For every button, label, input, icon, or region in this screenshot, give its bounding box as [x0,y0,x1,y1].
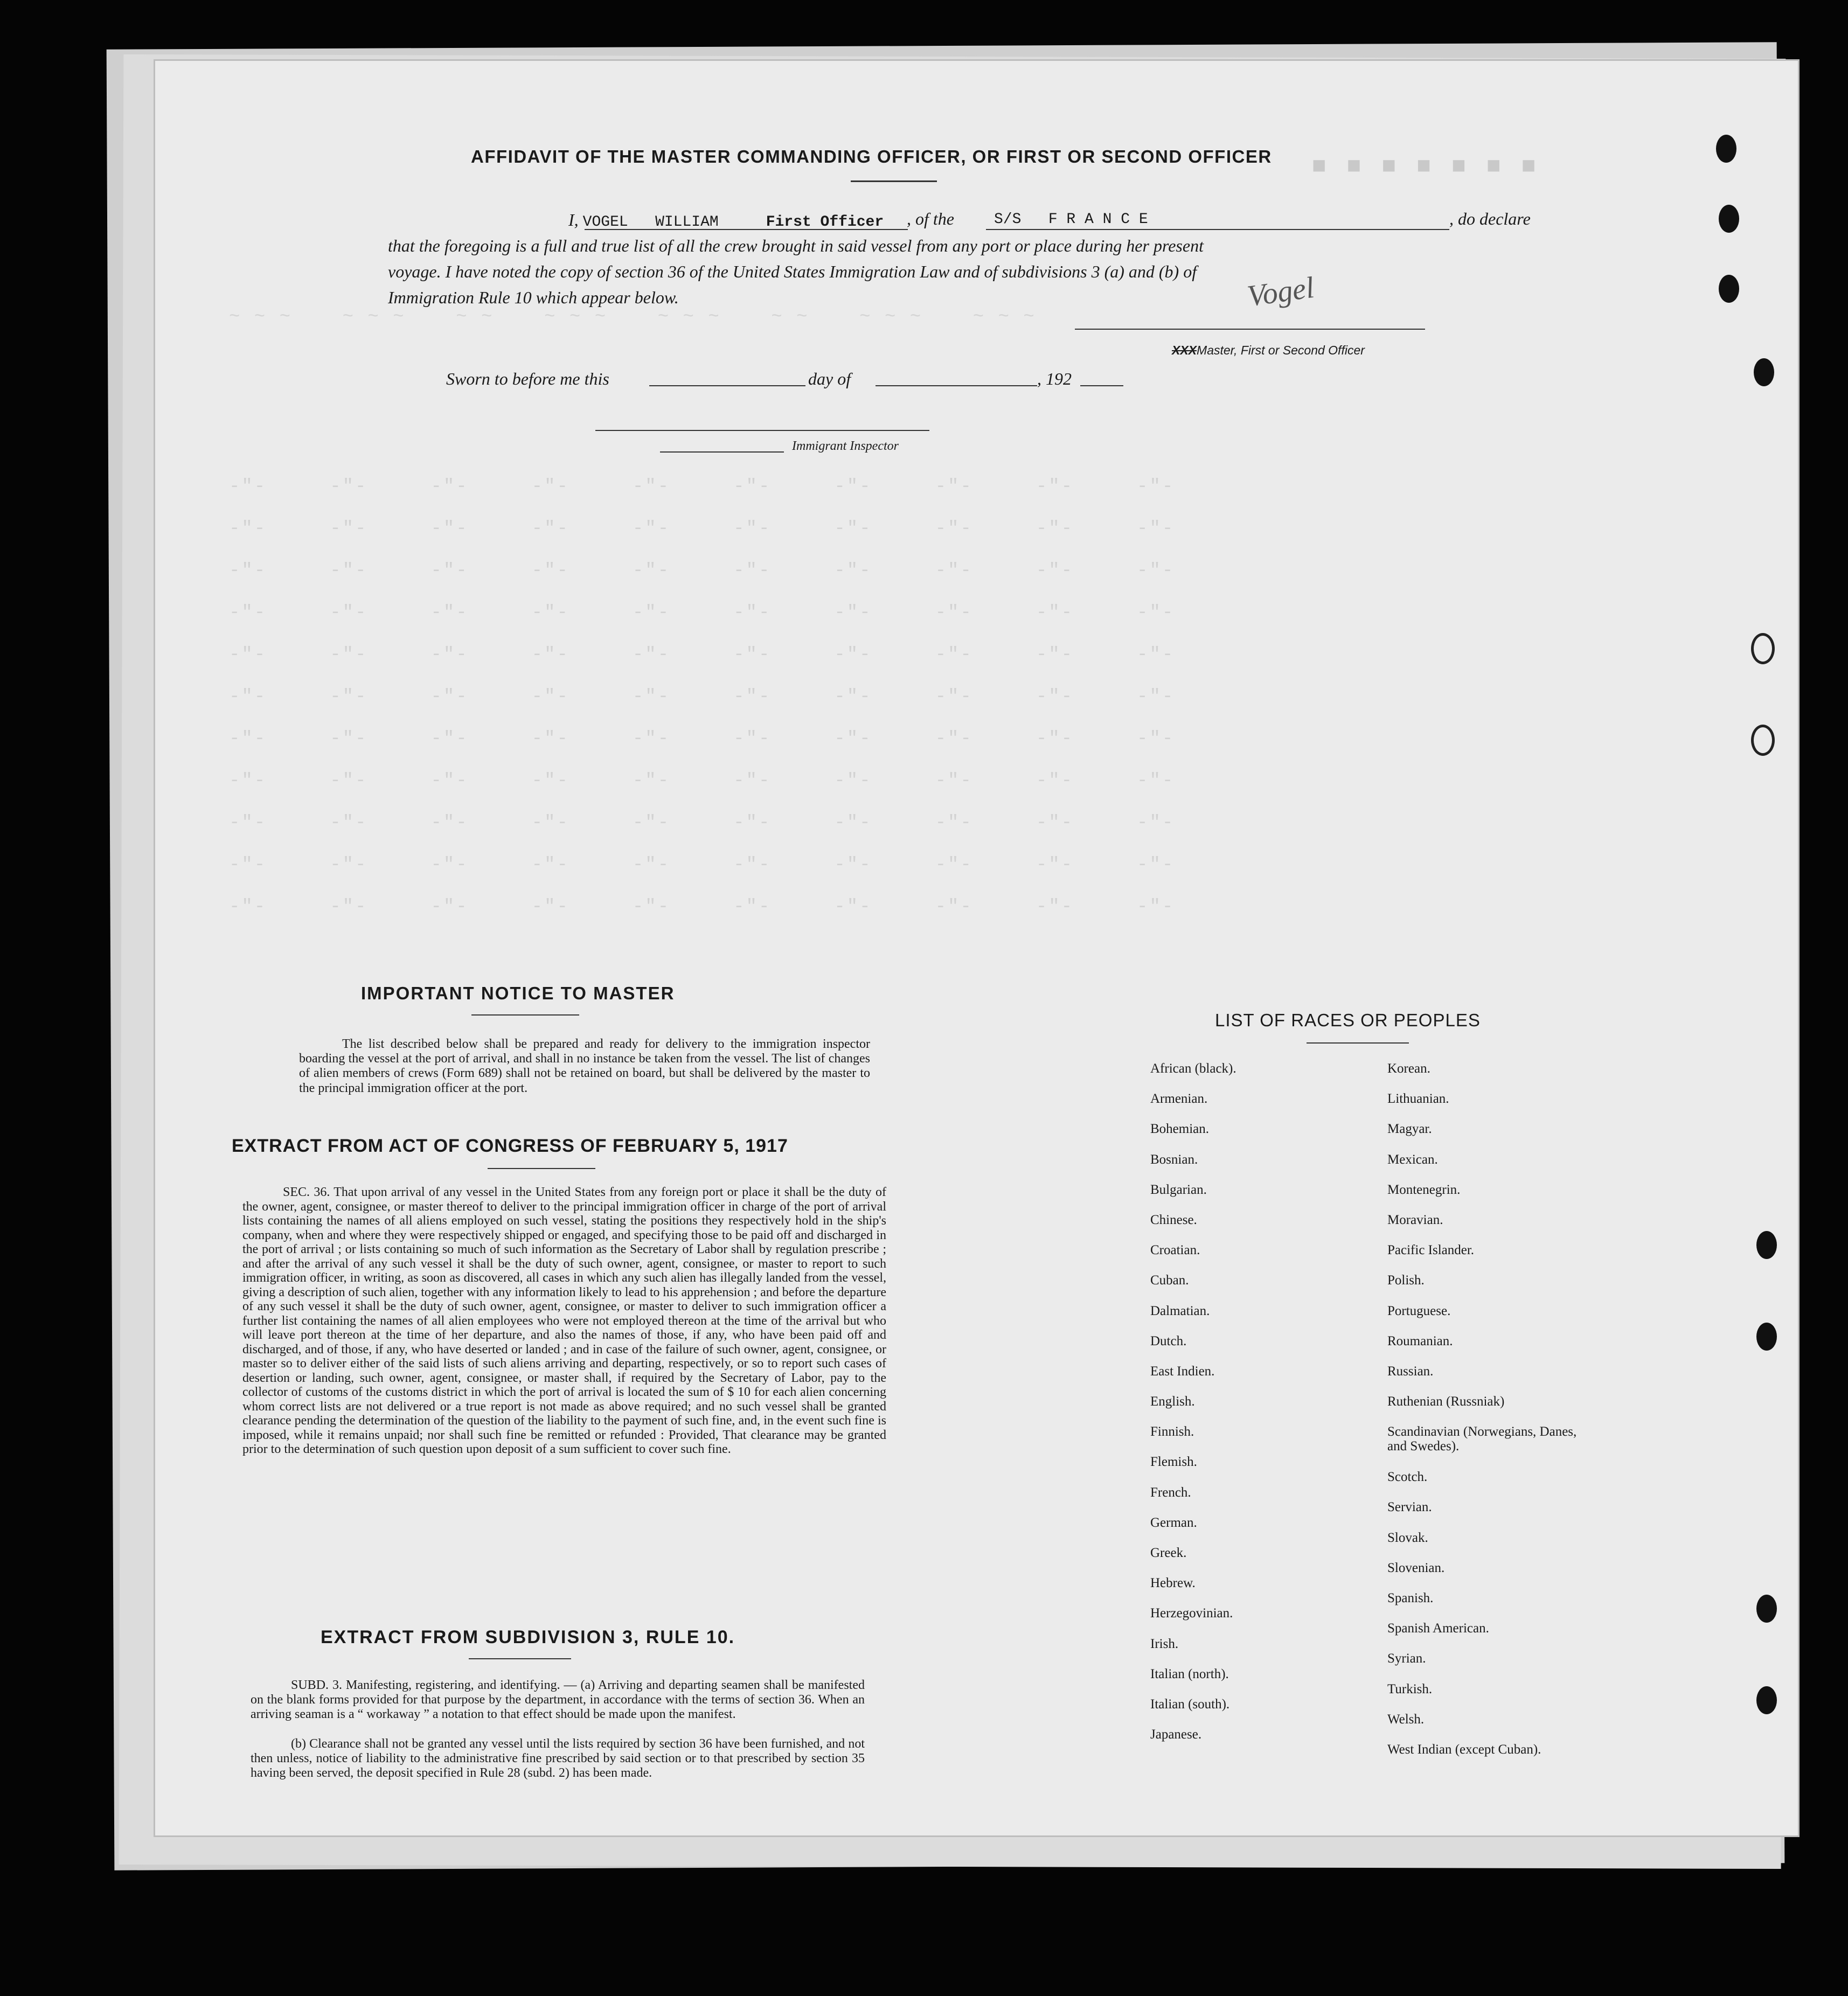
officer-name: VOGEL WILLIAM [582,214,719,231]
race-item: Dalmatian. [1150,1303,1210,1318]
races-right-column [1387,1061,1581,1772]
race-item: Russian. [1387,1364,1434,1379]
race-item: Armenian. [1150,1091,1208,1107]
race-item: Bosnian. [1150,1152,1198,1167]
race-item: Finnish. [1150,1424,1194,1439]
binder-hole [1719,205,1739,233]
race-item: Turkish. [1387,1681,1433,1696]
race-item: Flemish. [1150,1455,1197,1470]
race-item: Slovak. [1387,1530,1428,1545]
race-item: Bohemian. [1150,1122,1210,1137]
binder-hole [1751,725,1775,756]
signatory-label [1172,343,1365,358]
race-item: West Indian (except Cuban). [1387,1742,1541,1757]
bleed-through: -"- -"- -"- -"- -"- -"- -"- -"- -"- -"- -"- -"- -"- -"- -"- -"- -"- -"- -"- -"- -"- -"- -"- -"- -"- -"- -"- -"- -"- -"- -"- -"- -"- -"- -"- -"- -"- -"- -"- -"- -"- -"- -"- -"- -"- -"- -"- -"- -"- -"- -"- -"- -"- -"- -"- -"- -"- -"- -"- -"- -"- -"- -"- -"- -"- -"- -"- -"- -"- -"- -"- -"- -"- -"- -"- -"- -"- -"- -"- -"- -"- -"- -"- -"- -"- -"- -"- -"- -"- -"- -"- -"- -"- -"- -"- -"- -"- -"- -"- -"- -"- -"- -"- -"- -"- -"- -"- -"- -"- -"- [229,477,1175,917]
race-item: Montenegrin. [1387,1182,1461,1197]
race-item: Dutch. [1150,1333,1187,1348]
race-item: Syrian. [1387,1651,1426,1666]
act-body: SEC. 36. That upon arrival of any vessel in the United States from any foreign port or place it shall be the duty of the owner, agent, consignee, or master thereof to deliver to the principal immigration officer in charge of the port of arrival lists containing the names of all aliens employed on such vessel, stating the positions they respectively hold in the ship's company, when and where they were respectively shipped or engaged, and specifying those to be paid off and discharged in the port of arrival ; or lists containing so much of such information as the Secretary of Labor shall by regulation prescribe ; and after the arrival of any such vessel it shall be the duty of such owner, agent, consignee, or master to report to such immigration officer, in writing, as soon as discovered, all cases in which any such alien has illegally landed from the vessel, giving a description of such alien, together with any information likely to lead to his apprehension ; and before the departure of any such vessel it shall be the duty of such owner, agent, consignee, or master to deliver to such immigration officer a further list containing the names of all alien employees who were not employed thereon at the time of the arrival but who will leave port thereon at the time of her departure, and also the names of those, if any, who have been paid off and discharged, and of those, if any, who have deserted or landed ; and in case of the failure of such owner, agent, consignee, or master so to deliver either of the said lists of such aliens arriving and departing, respectively, or so to report such cases of desertion or landing, such owner, agent, consignee, or master shall, if required by the Secretary of Labor, pay to the collector of customs of the customs district in which the port of arrival is located the sum of $ 10 for each alien concerning whom correct lists are not delivered or a true report is not made as above required; and no such vessel shall be granted clearance pending the determination of the question of the liability to the payment of such fine, and, in the event such fine is imposed, while it remains unpaid; nor shall such fine be remitted or refunded : Provided, That clearance may be granted prior to the determination of such question upon deposit of a sum sufficient to cover such fine. [242,1185,886,1456]
officer-signature: Vogel [1245,270,1317,314]
signatory-text: Master, First or Second Officer [1197,343,1365,357]
race-item: Slovenian. [1387,1560,1445,1575]
declaration-line-1 [568,210,884,231]
declaration-line-3: voyage. I have noted the copy of section 36 of the United States Immigration Law and of subdivisions 3 (a) and (b) of [388,262,1197,281]
notice-body: The list described below shall be prepared and ready for delivery to the immigration inspector boarding the vessel at the port of arrival, and shall in no instance be taken from the vessel. The list of changes of alien members of crews (Form 689) shall not be retained on board, but shall be delivered by the master to the principal immigration officer at the port. [299,1037,870,1095]
race-item: African (black). [1150,1061,1236,1076]
race-item: Pacific Islander. [1387,1243,1475,1258]
officer-blank [585,229,908,230]
race-item: Hebrew. [1150,1576,1196,1591]
inspector-label: Immigrant Inspector [792,439,899,453]
race-item: Croatian. [1150,1243,1200,1258]
inspector-signature-line [595,430,929,431]
binder-hole [1719,275,1739,303]
of-the-text: , of the [907,209,954,228]
rule-rule [469,1658,571,1659]
race-item: Scotch. [1387,1470,1428,1485]
binder-hole [1756,1323,1777,1351]
declaration-line-2: that the foregoing is a full and true list of all the crew brought in said vessel from any port or place during her present [388,236,1204,255]
race-item: Roumanian. [1387,1333,1453,1348]
rule-body-b: (b) Clearance shall not be granted any vessel until the lists required by section 36 have been furnished, and not then unless, notice of liability to the administrative fine prescribed by said section or to that prescribed by section 35 having been served, the deposit specified in Rule 28 (subd. 2) has been made. [251,1737,865,1781]
act-title: EXTRACT FROM ACT OF CONGRESS OF FEBRUARY 5, 1917 [232,1136,788,1156]
sworn-text: Sworn to before me this [446,369,609,388]
act-rule [488,1168,595,1169]
binder-hole [1754,358,1774,386]
race-item: Spanish. [1387,1591,1434,1605]
title-rule [851,180,937,182]
notice-title: IMPORTANT NOTICE TO MASTER [361,983,675,1003]
affidavit-title: AFFIDAVIT OF THE MASTER COMMANDING OFFICER, OR FIRST OR SECOND OFFICER [471,147,1272,166]
race-item: Moravian. [1387,1212,1443,1227]
sworn-month-blank [876,385,1037,386]
rule-title: EXTRACT FROM SUBDIVISION 3, RULE 10. [321,1627,735,1647]
race-item: Korean. [1387,1061,1430,1076]
signature-line [1075,329,1425,330]
race-item: Herzegovinian. [1150,1606,1233,1621]
binder-hole [1756,1595,1777,1623]
vessel-name: S/S F R A N C E [994,211,1148,228]
races-title: LIST OF RACES OR PEOPLES [1215,1010,1481,1030]
race-item: Spanish American. [1387,1621,1489,1636]
race-item: French. [1150,1485,1191,1500]
races-rule [1307,1042,1409,1044]
binder-hole [1756,1231,1777,1259]
day-of-text: day of [808,369,851,388]
bleed-through: ■ ■ ■ ■ ■ ■ ■ [1312,154,1539,180]
race-item: Cuban. [1150,1273,1189,1288]
race-item: Irish. [1150,1636,1179,1651]
race-item: Italian (north). [1150,1666,1229,1681]
race-item: Italian (south). [1150,1696,1230,1712]
binder-hole [1756,1686,1777,1714]
race-item: Ruthenian (Russniak) [1387,1394,1505,1409]
binder-hole [1751,633,1775,664]
vessel-blank [986,229,1449,230]
race-item: Japanese. [1150,1727,1202,1742]
race-item: Greek. [1150,1546,1187,1560]
declaration-line-4: Immigration Rule 10 which appear below. [388,288,679,307]
race-item: Portuguese. [1387,1303,1451,1318]
binder-hole [1716,135,1736,163]
race-item: Magyar. [1387,1122,1432,1137]
race-item: Mexican. [1387,1152,1438,1167]
bleed-through: ~ ~ ~ ~ ~ ~ ~ ~ ~ ~ ~ ~ ~ ~ ~ ~ ~ ~ ~ ~ ~ ~ [229,307,1036,328]
declare-text: , do declare [1449,209,1531,228]
year-text: , 192 [1037,369,1072,388]
race-item: Welsh. [1387,1712,1425,1727]
races-left-column [1150,1061,1236,1757]
race-item: German. [1150,1515,1197,1530]
prefix-text: I, [568,210,579,229]
notice-rule [471,1014,579,1016]
race-item: Polish. [1387,1273,1425,1288]
inspector-signature-line [660,451,784,453]
officer-rank: First Officer [766,214,884,231]
struck-prefix: XXX [1172,343,1197,357]
rule-body-a: SUBD. 3. Manifesting, registering, and identifying. — (a) Arriving and departing seamen shall be manifested on the blank forms provided for that purpose by the department, in accordance with the terms of section 36. When an arriving seaman is a “ workaway ” a notation to that effect should be made upon the manifest. [251,1678,865,1722]
race-item: English. [1150,1394,1195,1409]
race-item: Servian. [1387,1500,1432,1515]
sworn-day-blank [649,385,805,386]
race-item: Lithuanian. [1387,1091,1449,1107]
document-page [154,59,1800,1837]
year-blank [1080,385,1123,386]
race-item: Scandinavian (Norwegians, Danes, and Swedes). [1387,1424,1577,1454]
race-item: Chinese. [1150,1212,1197,1227]
race-item: Bulgarian. [1150,1182,1207,1197]
race-item: East Indien. [1150,1364,1215,1379]
